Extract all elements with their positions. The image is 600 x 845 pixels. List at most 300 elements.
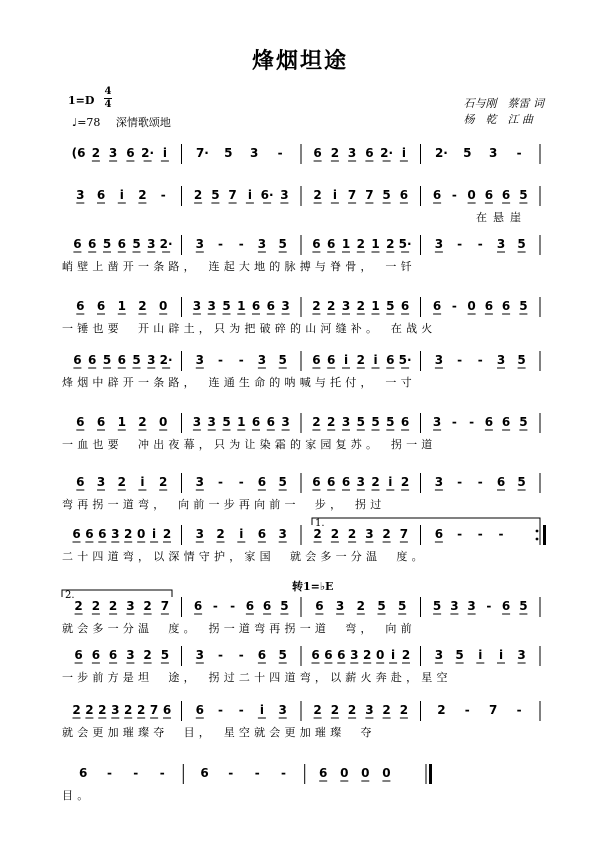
note: 5 — [517, 237, 526, 251]
note: 2 — [216, 527, 225, 541]
note: 2 — [137, 703, 146, 717]
credits — [464, 96, 545, 128]
note: 2 — [117, 475, 126, 489]
system-notation — [0, 143, 600, 183]
note: 3 — [434, 237, 444, 251]
note: - — [218, 353, 223, 367]
note: 3 — [111, 527, 120, 541]
note: i — [343, 353, 349, 367]
composers: 杨 乾 江 曲 — [463, 113, 533, 126]
note: 2 — [124, 527, 133, 541]
lyrics-line: 目。 — [62, 789, 93, 802]
note: 5 — [102, 353, 112, 367]
note: 7· — [195, 146, 209, 160]
note: 0 — [382, 766, 391, 780]
note: 5 — [519, 299, 528, 313]
note: 6 — [365, 146, 374, 160]
note: 3 — [496, 237, 506, 251]
note: 2 — [138, 188, 147, 202]
note: 7 — [160, 599, 170, 613]
note: - — [228, 766, 234, 780]
note: 5 — [222, 299, 231, 313]
lyricists: 石与刚 蔡雷 词 — [463, 97, 544, 110]
note: 6 — [386, 353, 395, 367]
note: 2 — [124, 703, 133, 717]
note: 2· — [380, 146, 394, 160]
note: i — [388, 475, 393, 489]
note: 5 — [278, 475, 287, 489]
note: 3 — [207, 415, 216, 429]
note: 2 — [327, 415, 336, 429]
note: 3 — [281, 299, 290, 313]
note: 3 — [356, 475, 365, 489]
note: (6 — [71, 146, 86, 160]
note: 6 — [312, 475, 321, 489]
note: 6 — [400, 299, 410, 313]
note: - — [218, 703, 223, 717]
expression-marking: 深情歌颂地 — [115, 116, 171, 129]
note: 6 — [313, 146, 322, 160]
note: 0 — [137, 527, 146, 541]
note: 6 — [108, 648, 118, 662]
note: 7 — [149, 703, 159, 717]
note: 3 — [278, 527, 287, 541]
note: 2 — [91, 146, 101, 160]
note: 1 — [371, 299, 380, 313]
note: 3 — [192, 299, 202, 313]
note: 0 — [467, 188, 476, 202]
modulation-marking: 转1=♭E — [292, 580, 334, 593]
note: - — [457, 237, 463, 251]
lyrics-line: 峭壁上凿开一条路， 连起大地的脉搏与脊骨， 一钎 — [62, 260, 416, 273]
note: - — [451, 299, 457, 313]
note: 5 — [132, 353, 141, 367]
note: i — [498, 648, 504, 662]
note: 6 — [432, 299, 442, 313]
note: 6 — [496, 475, 506, 489]
note: 3 — [432, 415, 442, 429]
note: 3 — [347, 146, 357, 160]
note: 6 — [195, 703, 204, 717]
note: 6 — [432, 188, 442, 202]
note: 2 — [386, 237, 395, 251]
note: i — [401, 146, 406, 160]
repeat-dot — [536, 530, 539, 533]
note: 6 — [245, 599, 255, 613]
note: 6 — [257, 648, 267, 662]
note: 5 — [455, 648, 464, 662]
note: - — [230, 599, 236, 613]
lyrics-line: 一血也要 冲出夜幕，只为让染霜的家园复苏。 拐一道 — [62, 438, 437, 451]
note: 2 — [159, 475, 168, 489]
note: 3 — [365, 527, 374, 541]
note: i — [239, 527, 244, 541]
note: 2 — [193, 188, 203, 202]
note: - — [218, 237, 223, 251]
note: 6 — [501, 415, 511, 429]
note: 6 — [311, 648, 320, 662]
note: 2 — [382, 527, 391, 541]
note: 2 — [313, 703, 322, 717]
note: 5 — [132, 237, 141, 251]
note: 5 — [519, 188, 528, 202]
note: - — [218, 648, 223, 662]
note: 0 — [467, 299, 476, 313]
note: - — [218, 475, 223, 489]
note: 7 — [489, 703, 498, 717]
note: 6 — [96, 188, 106, 202]
note: 0 — [340, 766, 349, 780]
final-barline — [543, 525, 546, 545]
note: - — [516, 146, 522, 160]
note: 5 — [432, 599, 442, 613]
time-signature — [104, 87, 112, 110]
note: - — [457, 527, 463, 541]
note: 5 — [356, 415, 365, 429]
note: i — [119, 188, 124, 202]
note: 2 — [330, 146, 340, 160]
note: 2 — [72, 703, 81, 717]
note: 3 — [434, 475, 444, 489]
note: 2 — [371, 475, 380, 489]
note: 6 — [88, 353, 97, 367]
note: 3 — [250, 146, 259, 160]
note: 3 — [108, 146, 118, 160]
note: i — [162, 146, 167, 160]
note: 5 — [278, 353, 287, 367]
lyrics-line: 一步前方是坦 途， 拐过二十四道弯，以薪火奔赴，星空 — [62, 671, 452, 684]
note: 3 — [341, 299, 351, 313]
note: - — [477, 353, 483, 367]
note: 6 — [327, 237, 336, 251]
note: 6 — [501, 599, 511, 613]
note: 3 — [281, 415, 290, 429]
note: 5 — [280, 599, 289, 613]
note: 3 — [257, 353, 267, 367]
note: 3 — [195, 527, 204, 541]
note: 2 — [330, 527, 340, 541]
note: 2 — [138, 299, 147, 313]
note: 5 — [386, 299, 395, 313]
note: 6 — [327, 353, 336, 367]
note: - — [212, 599, 218, 613]
note: - — [254, 766, 260, 780]
note: 5· — [398, 353, 412, 367]
note: 3 — [489, 146, 498, 160]
note: 2 — [356, 237, 365, 251]
note: 5 — [386, 415, 395, 429]
note: 3 — [96, 475, 106, 489]
lyrics-line: 烽烟中辟开一条路， 连通生命的呐喊与托付， 一寸 — [62, 376, 416, 389]
note: 2 — [401, 648, 411, 662]
note: 5 — [517, 475, 526, 489]
note: 3 — [126, 599, 135, 613]
note: 5 — [463, 146, 472, 160]
note: 3 — [517, 648, 526, 662]
note: 6 — [257, 527, 267, 541]
note: 2 — [85, 703, 94, 717]
note: 2 — [382, 703, 391, 717]
note: i — [259, 703, 264, 717]
note: i — [478, 648, 483, 662]
note: - — [516, 703, 522, 717]
note: 6 — [257, 475, 267, 489]
note: 6 — [312, 237, 321, 251]
note: 6 — [251, 415, 261, 429]
note: 2 — [162, 527, 172, 541]
note: 2 — [143, 599, 152, 613]
note: 6 — [117, 353, 126, 367]
lyrics-line: 在悬崖 — [476, 211, 527, 224]
note: 0 — [159, 415, 168, 429]
tempo-value: ♩=78 — [72, 116, 101, 129]
lyrics-line: 就会多一分温 度。 拐一道弯再拐一道 弯， 向前 — [62, 622, 416, 635]
note: 2· — [159, 237, 173, 251]
note: 6· — [260, 188, 274, 202]
note: 6 — [327, 475, 336, 489]
note: - — [238, 237, 244, 251]
note: 3 — [365, 703, 374, 717]
note: - — [238, 353, 244, 367]
note: 3 — [195, 353, 204, 367]
note: 7 — [399, 527, 409, 541]
note: 6 — [266, 415, 275, 429]
note: 2 — [356, 299, 365, 313]
lyrics-line: 一锤也要 开山辟土，只为把破碎的山河缝补。 在战火 — [62, 322, 437, 335]
note: - — [238, 475, 244, 489]
note: 6 — [96, 299, 106, 313]
note: 2· — [434, 146, 448, 160]
note: 5 — [519, 599, 528, 613]
note: 2 — [138, 415, 147, 429]
note: 6 — [74, 648, 83, 662]
lyrics-line: 二十四道弯，以深情守护，家国 就会多一分温 度。 — [62, 550, 427, 563]
note: 1 — [237, 299, 246, 313]
note: 6 — [312, 353, 321, 367]
note: 6 — [324, 648, 333, 662]
note: 5 — [224, 146, 233, 160]
note: - — [457, 475, 463, 489]
note: 6 — [200, 766, 209, 780]
note: 6 — [400, 415, 410, 429]
note: 5 — [377, 599, 386, 613]
note: 2 — [347, 527, 357, 541]
note: - — [477, 475, 483, 489]
note: - — [498, 527, 504, 541]
note: 6 — [266, 299, 275, 313]
note: 2· — [159, 353, 173, 367]
note: 6 — [126, 146, 135, 160]
note: 6 — [484, 415, 494, 429]
note: 5 — [398, 599, 407, 613]
note: i — [373, 353, 378, 367]
time-top: 4 — [104, 86, 112, 97]
note: 6 — [315, 599, 324, 613]
note: i — [152, 527, 157, 541]
note: 1 — [341, 237, 351, 251]
note: - — [451, 188, 457, 202]
note: 5· — [398, 237, 412, 251]
note: 2 — [108, 599, 118, 613]
note: 2 — [98, 703, 107, 717]
note: 5 — [519, 415, 528, 429]
note: 1 — [237, 415, 246, 429]
note: 2 — [356, 353, 365, 367]
note: 3 — [147, 353, 156, 367]
note: i — [332, 188, 337, 202]
note: 2 — [74, 599, 83, 613]
note: 3 — [195, 237, 204, 251]
note: i — [247, 188, 252, 202]
note: - — [281, 766, 286, 780]
note: 6 — [96, 415, 106, 429]
lyrics-line: 就会更加璀璨夺 目， 星空就会更加璀璨 夺 — [62, 726, 376, 739]
note: 6 — [484, 299, 494, 313]
note: 5 — [222, 415, 231, 429]
song-title: 烽烟坦途 — [251, 49, 348, 74]
note: 3 — [76, 188, 85, 202]
note: 3 — [434, 648, 444, 662]
note: 6 — [337, 648, 346, 662]
note: 6 — [73, 353, 82, 367]
note: 3 — [278, 703, 287, 717]
note: - — [469, 415, 475, 429]
note: 5 — [160, 648, 170, 662]
note: 3 — [147, 237, 156, 251]
note: 3 — [434, 353, 444, 367]
note: 6 — [341, 475, 351, 489]
note: 6 — [73, 237, 82, 251]
note: 3 — [450, 599, 459, 613]
note: 2 — [143, 648, 152, 662]
note: 3 — [195, 648, 204, 662]
note: 6 — [501, 188, 511, 202]
note: - — [133, 766, 139, 780]
note: - — [477, 527, 483, 541]
note: 6 — [251, 299, 261, 313]
note: i — [140, 475, 145, 489]
note: 2 — [400, 475, 410, 489]
note: - — [159, 766, 165, 780]
note: 3 — [341, 415, 351, 429]
note: 2 — [327, 299, 336, 313]
note: 2 — [330, 703, 340, 717]
note: 6 — [484, 188, 494, 202]
note: 1 — [117, 415, 126, 429]
note: 2 — [356, 599, 365, 613]
note: 6 — [76, 415, 85, 429]
note: - — [451, 415, 457, 429]
note: 5 — [517, 353, 526, 367]
note: 6 — [162, 703, 172, 717]
note: 0 — [159, 299, 168, 313]
note: 2· — [141, 146, 155, 160]
note: 5 — [371, 415, 380, 429]
note: 2 — [399, 703, 409, 717]
note: 5 — [382, 188, 391, 202]
volta-bracket — [312, 518, 540, 525]
note: 6 — [79, 766, 88, 780]
note: 1 — [371, 237, 380, 251]
note: 3 — [280, 188, 289, 202]
note: 2 — [313, 188, 322, 202]
note: 5 — [211, 188, 220, 202]
lyrics-line: 弯再拐一道弯， 向前一步再向前一 步， 拐过 — [62, 498, 386, 511]
note: 6 — [85, 527, 94, 541]
note: 7 — [365, 188, 374, 202]
note: 3 — [335, 599, 345, 613]
note: 2 — [312, 415, 321, 429]
note: 3 — [467, 599, 476, 613]
note: 3 — [195, 475, 204, 489]
note: i — [391, 648, 396, 662]
note: 0 — [376, 648, 385, 662]
note: 6 — [76, 475, 85, 489]
final-barline — [429, 764, 432, 784]
volta-label: 1. — [315, 518, 325, 529]
note: 6 — [501, 299, 511, 313]
repeat-dot — [536, 538, 539, 541]
volta-bracket — [62, 590, 172, 597]
note: - — [486, 599, 492, 613]
note: 3 — [126, 648, 135, 662]
note: 7 — [228, 188, 237, 202]
note: - — [238, 703, 244, 717]
note: 6 — [434, 527, 444, 541]
note: 6 — [88, 237, 97, 251]
time-bottom: 4 — [104, 99, 112, 110]
note: - — [277, 146, 283, 160]
note: 6 — [76, 299, 85, 313]
note: - — [160, 188, 166, 202]
note: - — [477, 237, 483, 251]
note: 3 — [350, 648, 359, 662]
note: - — [238, 648, 244, 662]
note: 5 — [102, 237, 112, 251]
note: 6 — [98, 527, 107, 541]
note: 5 — [278, 648, 287, 662]
note: 3 — [207, 299, 216, 313]
note: 2 — [312, 299, 321, 313]
note: 2 — [437, 703, 446, 717]
note: 3 — [111, 703, 120, 717]
note: 2 — [363, 648, 372, 662]
note: 2 — [347, 703, 357, 717]
note: 7 — [347, 188, 357, 202]
note: 6 — [72, 527, 81, 541]
note: 6 — [117, 237, 126, 251]
tempo-marking — [72, 114, 171, 130]
note: - — [457, 353, 463, 367]
key-signature: 1=D — [68, 94, 95, 107]
note: 1 — [117, 299, 126, 313]
note: 3 — [192, 415, 202, 429]
note: 6 — [399, 188, 409, 202]
note: 6 — [193, 599, 203, 613]
note: 0 — [361, 766, 370, 780]
note: - — [107, 766, 112, 780]
note: 6 — [319, 766, 328, 780]
note: 2 — [313, 527, 322, 541]
note: - — [464, 703, 470, 717]
volta-label: 2. — [65, 590, 75, 601]
note: 6 — [91, 648, 101, 662]
note: 6 — [262, 599, 272, 613]
note: 2 — [91, 599, 101, 613]
note: 5 — [278, 237, 287, 251]
note: 3 — [257, 237, 267, 251]
note: 3 — [496, 353, 506, 367]
